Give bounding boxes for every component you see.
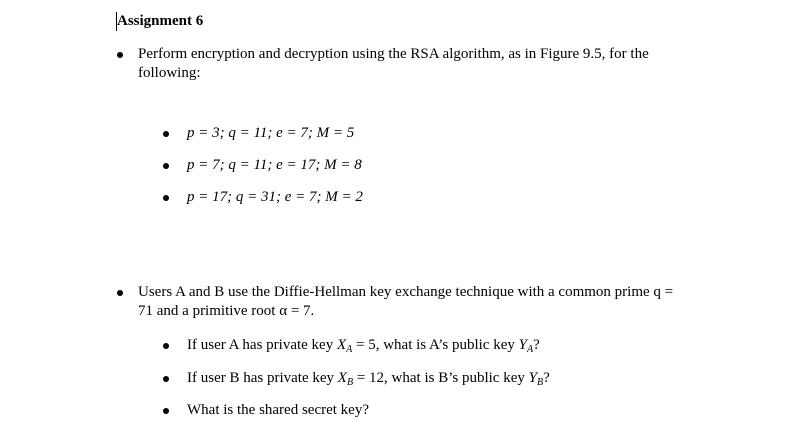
bullet-q2-item3 bbox=[163, 408, 169, 414]
q1-item-1: p = 3; q = 11; e = 7; M = 5 bbox=[187, 125, 355, 141]
q1-item-2: p = 7; q = 11; e = 17; M = 8 bbox=[187, 157, 362, 173]
q1-text-line2: following: bbox=[138, 65, 201, 81]
assignment-title: Assignment 6 bbox=[117, 13, 204, 29]
bullet-q1-item2 bbox=[163, 163, 169, 169]
bullet-q1-item3 bbox=[163, 195, 169, 201]
q2-item-2: If user B has private key $X_B = 12$, what is B’s public key $Y_B$? bbox=[187, 370, 550, 388]
q2-item-3: What is the shared secret key? bbox=[187, 402, 369, 418]
bullet-q2-item1 bbox=[163, 343, 169, 349]
bullet-q2-item2 bbox=[163, 376, 169, 382]
q1-item-3: p = 17; q = 31; e = 7; M = 2 bbox=[187, 189, 363, 205]
q2-item-1: If user A has private key $X_A = 5$, what is A’s public key $Y_A$? bbox=[187, 337, 540, 355]
q2-text-line2: 71 and a primitive root α = 7. bbox=[138, 303, 315, 319]
bullet-q1 bbox=[117, 52, 123, 58]
q2-text-line1: Users A and B use the Diffie-Hellman key exchange technique with a common prime q = bbox=[138, 284, 674, 300]
bullet-q2 bbox=[117, 290, 123, 296]
q1-text-line1: Perform encryption and decryption using the RSA algorithm, as in Figure 9.5, for the bbox=[138, 46, 649, 62]
bullet-q1-item1 bbox=[163, 131, 169, 137]
